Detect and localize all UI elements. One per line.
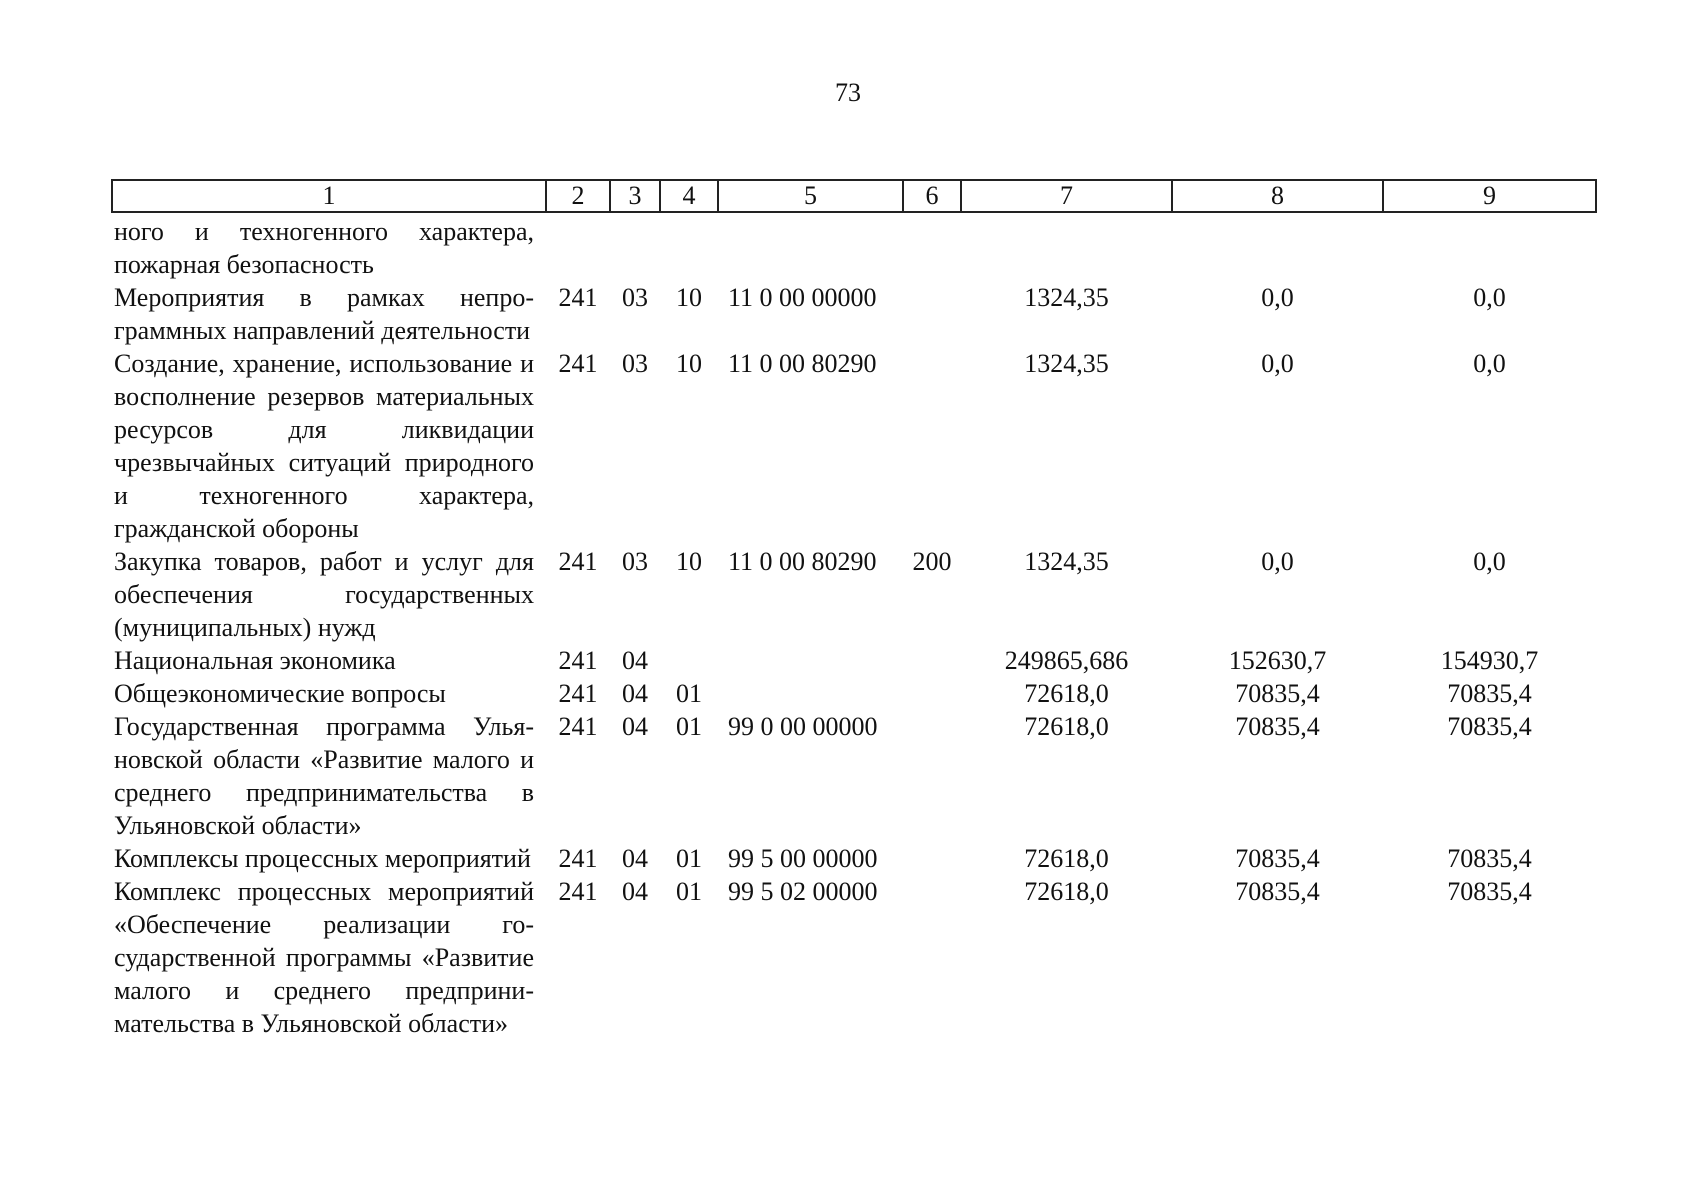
- row-year3: 0,0: [1473, 283, 1506, 312]
- header-col-7: 7: [961, 180, 1172, 212]
- header-row: [112, 180, 1596, 212]
- row-year2: 152630,7: [1228, 646, 1327, 675]
- table-body: [112, 212, 1596, 1040]
- table-row: [112, 644, 1596, 677]
- row-pr: [660, 212, 718, 281]
- row-year3: 70835,4: [1447, 712, 1532, 741]
- row-rz: 04: [622, 712, 648, 741]
- row-vr: [903, 842, 961, 875]
- header-col-1: 1: [112, 180, 546, 212]
- row-name: Комплекс процессных мероприятий «Обеспечение реализации государственной программы «Развитие малого и среднего предпринимательства в Ульяновской области»: [114, 877, 534, 1038]
- header-col-4: 4: [660, 180, 718, 212]
- row-name: Комплексы процессных мероприятий: [114, 844, 531, 873]
- table-row: [112, 545, 1596, 644]
- table-row: [112, 677, 1596, 710]
- row-pr: 10: [676, 349, 702, 378]
- row-csr: 99 5 02 00000: [728, 877, 878, 906]
- row-rz: 04: [622, 844, 648, 873]
- row-name: Мероприятия в рамках непрограммных направлений деятельности: [114, 283, 534, 345]
- row-name: Создание, хранение, использование и восполнение резервов материальных ресурсов для ликвидации чрезвычайных ситуаций природного и техногенного характера, гражданской обороны: [114, 349, 534, 543]
- row-year2: 70835,4: [1235, 712, 1320, 741]
- row-year1: 72618,0: [1024, 712, 1109, 741]
- row-csr: 99 0 00 00000: [728, 712, 878, 741]
- row-year1: 1324,35: [1024, 349, 1109, 378]
- row-pr: 10: [676, 547, 702, 576]
- header-col-3: 3: [610, 180, 660, 212]
- row-year2: 70835,4: [1235, 679, 1320, 708]
- row-rz: 04: [622, 679, 648, 708]
- row-csr: 11 0 00 80290: [728, 547, 877, 576]
- row-vr: [903, 875, 961, 1040]
- row-rz: [610, 212, 660, 281]
- row-vr: [903, 347, 961, 545]
- row-year2: 0,0: [1261, 283, 1294, 312]
- row-gr: [546, 212, 610, 281]
- row-year1: 72618,0: [1024, 679, 1109, 708]
- row-year2: 70835,4: [1235, 877, 1320, 906]
- row-pr: [660, 644, 718, 677]
- row-year2: 0,0: [1261, 547, 1294, 576]
- row-year1: 1324,35: [1024, 283, 1109, 312]
- table-row: [112, 281, 1596, 347]
- header-col-6: 6: [903, 180, 961, 212]
- table-row: [112, 710, 1596, 842]
- table-row: [112, 212, 1596, 281]
- budget-table: [111, 179, 1597, 1040]
- row-year3: 70835,4: [1447, 844, 1532, 873]
- row-pr: 01: [676, 712, 702, 741]
- table-row: [112, 842, 1596, 875]
- row-year3: 154930,7: [1440, 646, 1539, 675]
- row-name: Общеэкономические вопросы: [114, 679, 446, 708]
- row-rz: 03: [622, 283, 648, 312]
- row-csr: 11 0 00 00000: [728, 283, 877, 312]
- row-year3: 0,0: [1473, 349, 1506, 378]
- row-year3: 70835,4: [1447, 877, 1532, 906]
- row-rz: 04: [622, 877, 648, 906]
- row-rz: 03: [622, 349, 648, 378]
- row-csr: [718, 212, 903, 281]
- row-year3: 0,0: [1473, 547, 1506, 576]
- row-year1: 1324,35: [1024, 547, 1109, 576]
- table-row: [112, 347, 1596, 545]
- row-gr: 241: [558, 844, 598, 873]
- row-name: Национальная экономика: [114, 646, 396, 675]
- row-csr: 11 0 00 80290: [728, 349, 877, 378]
- row-rz: 04: [622, 646, 648, 675]
- header-col-9: 9: [1383, 180, 1596, 212]
- row-gr: 241: [558, 877, 598, 906]
- page-number: 73: [835, 78, 861, 107]
- table-header: [112, 180, 1596, 212]
- table-row: [112, 875, 1596, 1040]
- row-gr: 241: [558, 349, 598, 378]
- row-name: ного и техногенного характера, пожарная безопасность: [114, 217, 534, 279]
- row-year3: 70835,4: [1447, 679, 1532, 708]
- row-name: Закупка товаров, работ и услуг для обеспечения государственных (муниципальных) нужд: [114, 547, 534, 642]
- row-csr: [718, 644, 903, 677]
- row-gr: 241: [558, 646, 598, 675]
- row-year2: [1172, 212, 1383, 281]
- row-vr: 200: [912, 547, 952, 576]
- row-year3: [1383, 212, 1596, 281]
- row-year1: 249865,686: [1004, 646, 1129, 675]
- row-gr: 241: [558, 547, 598, 576]
- row-year2: 0,0: [1261, 349, 1294, 378]
- row-gr: 241: [558, 712, 598, 741]
- row-name: Государственная программа Ульяновской области «Развитие малого и среднего предпринимательства в Ульяновской области»: [114, 712, 534, 840]
- row-csr: [718, 677, 903, 710]
- header-col-2: 2: [546, 180, 610, 212]
- row-vr: [903, 677, 961, 710]
- header-col-8: 8: [1172, 180, 1383, 212]
- row-gr: 241: [558, 679, 598, 708]
- row-pr: 10: [676, 283, 702, 312]
- row-vr: [903, 644, 961, 677]
- row-pr: 01: [676, 679, 702, 708]
- row-pr: 01: [676, 877, 702, 906]
- header-col-5: 5: [718, 180, 903, 212]
- row-rz: 03: [622, 547, 648, 576]
- row-vr: [903, 212, 961, 281]
- row-pr: 01: [676, 844, 702, 873]
- row-year1: 72618,0: [1024, 877, 1109, 906]
- row-gr: 241: [558, 283, 598, 312]
- row-year1: [961, 212, 1172, 281]
- row-vr: [903, 710, 961, 842]
- row-year2: 70835,4: [1235, 844, 1320, 873]
- row-year1: 72618,0: [1024, 844, 1109, 873]
- row-vr: [903, 281, 961, 347]
- row-csr: 99 5 00 00000: [728, 844, 878, 873]
